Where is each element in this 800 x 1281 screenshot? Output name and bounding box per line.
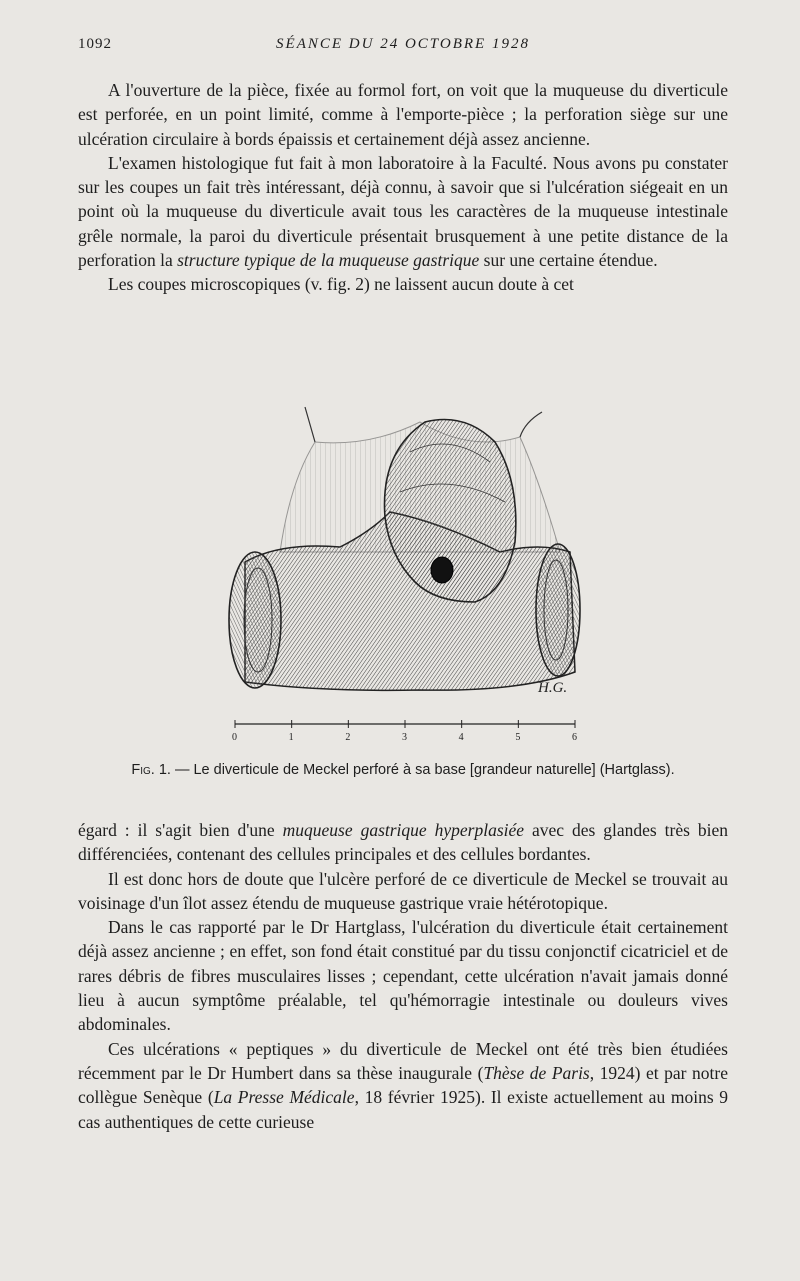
- italic-text: Thèse de Paris: [483, 1062, 590, 1083]
- running-header: [78, 36, 728, 58]
- italic-text: structure typique de la muqueuse gastrique: [177, 250, 480, 271]
- text-run: Ces ulcérations « peptiques » du diverticule de Meckel ont été très bien étudiées récemment par le Dr Humbert dans sa thèse inaugurale (: [78, 1038, 728, 1083]
- left-cut-end: [229, 552, 281, 688]
- body-text-bottom: [78, 818, 728, 1134]
- text-run: Il est donc hors de doute que l'ulcère perforé de ce diverticule de Meckel se trouvait au voisinage d'un îlot assez étendu de muqueuse gastrique vraie hétérotopique.: [78, 868, 728, 913]
- paragraph: [78, 867, 728, 916]
- italic-text: La Presse Médicale: [213, 1087, 355, 1108]
- text-run: Dans le cas rapporté par le Dr Hartglass, l'ulcération du diverticule était certainement déjà assez ancienne ; en effet, son fond était constitué par du tissu conjonctif cicatriciel et de rares débris de fibres musculaires lisses ; cependant, cette ulcération n'avait jamais donné lieu à aucun symptôme préalable, tel qu'hémorragie intestinale ou douleurs vives abdominales.: [78, 917, 728, 1035]
- scale-label: 0: [232, 732, 237, 742]
- scale-label: 5: [515, 732, 521, 742]
- paragraph: [78, 78, 728, 151]
- paragraph: [78, 818, 728, 867]
- text-run: L'examen histologique fut fait à mon laboratoire à la Faculté. Nous avons pu constater sur les coupes un fait très intéressant, déjà connu, à savoir que si l'ulcération siégeait en un point où la muqueuse du diverticule avait tous les caractères de la muqueuse intestinale grêle normale, la paroi du diverticule présentait brusquement à une petite distance de la perforation la: [78, 152, 728, 271]
- right-cut-end: [536, 544, 580, 676]
- text-run: , 18 février 1925). Il existe actuellement au moins 9 cas authentiques de cette curieuse: [78, 1087, 729, 1132]
- illustrator-signature: H.G.: [538, 680, 568, 696]
- paragraph: [78, 915, 728, 1036]
- scale-label: 6: [572, 732, 577, 742]
- running-title: SÉANCE DU 24 OCTOBRE 1928: [276, 36, 530, 52]
- scale-label: 3: [402, 732, 407, 742]
- scale-bar: [232, 720, 577, 742]
- text-run: égard : il s'agit bien d'une: [78, 820, 283, 840]
- figure-caption: [78, 762, 728, 778]
- figure-label: Fig. 1.: [131, 762, 171, 778]
- scale-label: 2: [345, 732, 351, 742]
- text-run: Les coupes microscopiques (v. fig. 2) ne laissent aucun doute à cet: [108, 274, 574, 295]
- caption-text: — Le diverticule de Meckel perforé à sa base [grandeur naturelle] (Hartglass).: [170, 762, 675, 778]
- paragraph: [78, 151, 728, 272]
- text-run: A l'ouverture de la pièce, fixée au formol fort, on voit que la muqueuse du diverticule est perforée, en un point limité, comme à l'emporte-pièce ; la perforation siège sur une ulcération circulaire à bords épaissis et certainement déjà assez ancienne.: [78, 80, 728, 149]
- scale-label: 4: [458, 732, 464, 742]
- body-text-top: [78, 78, 728, 297]
- figure-1-illustration: [220, 392, 590, 742]
- paragraph: [78, 1037, 728, 1134]
- text-run: , 1924) et par notre collègue Senèque (: [78, 1062, 728, 1108]
- perforation: [431, 557, 453, 583]
- text-run: avec des glandes très bien différenciées, contenant des cellules principales et des cellules bordantes.: [78, 820, 729, 865]
- scale-label: 1: [288, 732, 294, 742]
- italic-text: muqueuse gastrique hyperplasiée: [282, 820, 525, 840]
- text-run: sur une certaine étendue.: [479, 250, 658, 271]
- page-number: 1092: [78, 36, 112, 52]
- paragraph: [78, 272, 728, 296]
